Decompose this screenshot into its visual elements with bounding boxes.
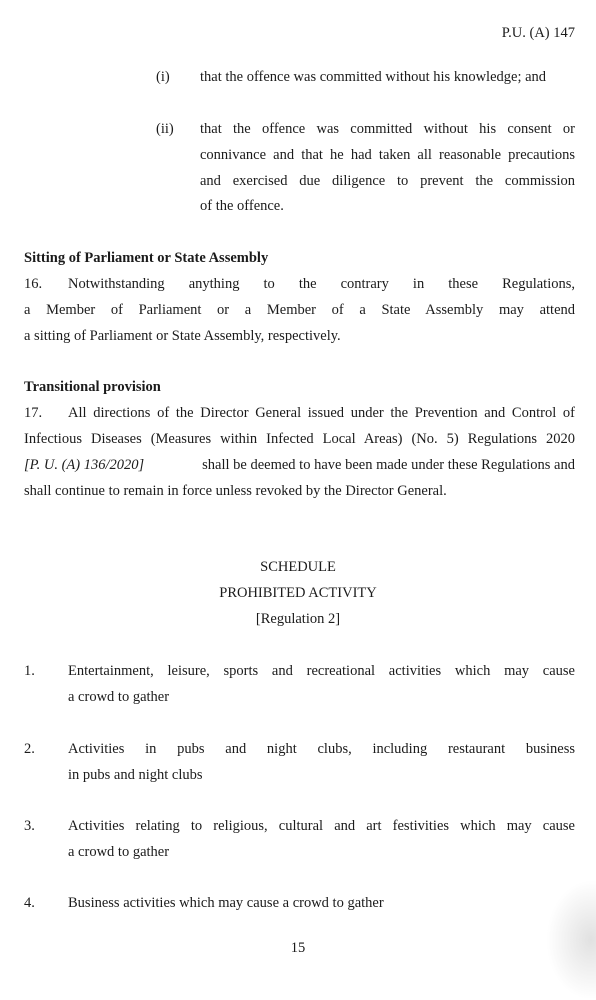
list-item-number: 1. xyxy=(24,663,35,679)
section-text-line: Notwithstanding anything to the contrary in these Regulations, xyxy=(68,276,575,292)
schedule-title: SCHEDULE xyxy=(260,559,336,575)
item-marker: (ii) xyxy=(156,121,174,137)
list-item-number: 3. xyxy=(24,818,35,834)
list-item-number: 2. xyxy=(24,741,35,757)
document-reference: P.U. (A) 147 xyxy=(501,25,575,41)
citation-rest: shall be deemed to have been made under these Regulations and xyxy=(202,457,575,473)
section-heading: Sitting of Parliament or State Assembly xyxy=(24,250,269,266)
section-text-line: a Member of Parliament or a Member of a State Assembly may attend xyxy=(24,302,575,318)
section-text-line: a sitting of Parliament or State Assembly, respectively. xyxy=(24,328,341,344)
section-text-line xyxy=(24,456,575,474)
regulation-citation: [P. U. (A) 136/2020] xyxy=(24,457,145,473)
section-text-line: Infectious Diseases (Measures within Infected Local Areas) (No. 5) Regulations 2020 xyxy=(24,431,575,447)
list-item-text: a crowd to gather xyxy=(68,689,170,705)
list-item-text: Business activities which may cause a crowd to gather xyxy=(68,895,384,911)
list-item-text: in pubs and night clubs xyxy=(68,767,203,783)
list-item-text: Activities in pubs and night clubs, including restaurant business xyxy=(68,741,575,757)
schedule-subtitle: PROHIBITED ACTIVITY xyxy=(219,585,377,601)
page-number: 15 xyxy=(290,940,306,956)
item-text-line: and exercised due diligence to prevent the commission xyxy=(200,173,575,189)
item-marker: (i) xyxy=(156,69,170,85)
item-text-line: of the offence. xyxy=(200,198,284,214)
item-text-line: connivance and that he had taken all reasonable precautions xyxy=(200,147,575,163)
section-number: 16. xyxy=(24,276,43,292)
page-curl-shadow xyxy=(546,880,596,1000)
list-item-text: a crowd to gather xyxy=(68,844,170,860)
item-text-line: that the offence was committed without his knowledge; and xyxy=(200,69,547,85)
list-item-number: 4. xyxy=(24,895,35,911)
list-item-text: Entertainment, leisure, sports and recreational activities which may cause xyxy=(68,663,575,679)
item-text-line: that the offence was committed without his consent or xyxy=(200,121,575,137)
section-text-line: shall continue to remain in force unless revoked by the Director General. xyxy=(24,483,447,499)
schedule-regulation: [Regulation 2] xyxy=(255,611,341,627)
section-heading: Transitional provision xyxy=(24,379,161,395)
section-number: 17. xyxy=(24,405,43,421)
list-item-text: Activities relating to religious, cultural and art festivities which may cause xyxy=(68,818,575,834)
section-text-line: All directions of the Director General issued under the Prevention and Control of xyxy=(68,405,575,421)
